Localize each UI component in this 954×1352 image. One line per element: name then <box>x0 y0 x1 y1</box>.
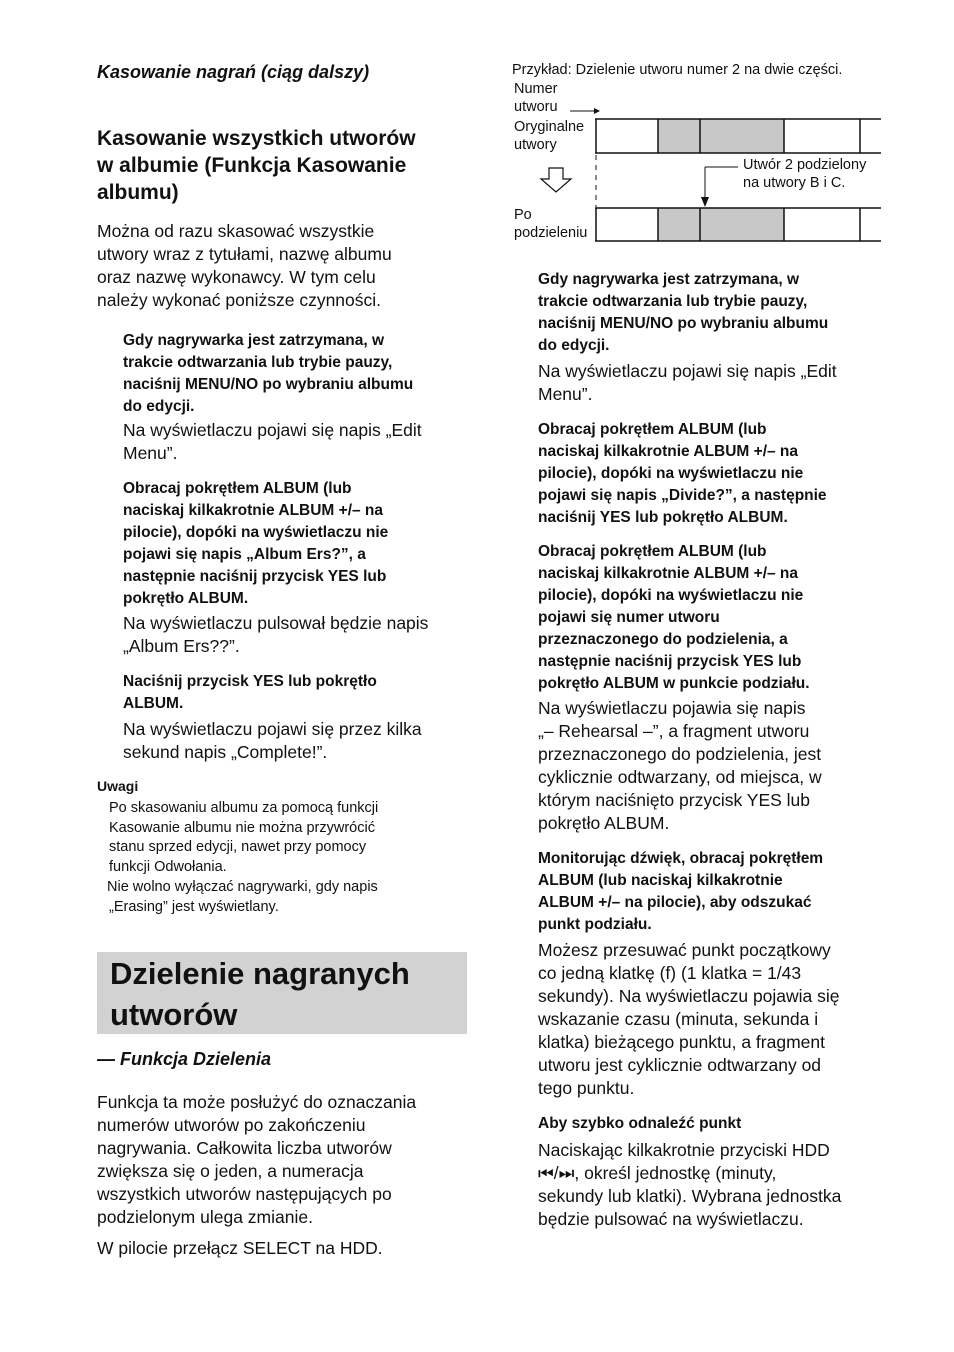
left-step-1 <box>123 330 483 418</box>
text-line: Obracaj pokrętłem ALBUM (lub <box>123 480 352 497</box>
text-line: cyklicznie odtwarzany, od miejsca, w <box>538 767 822 787</box>
text-line: trakcie odtwarzania lub trybie pauzy, <box>538 293 808 310</box>
text-line: ALBUM (lub naciskaj kilkakrotnie <box>538 872 783 889</box>
section-title <box>110 953 460 1035</box>
text-line: „– Rehearsal –”, a fragment utworu <box>538 721 810 741</box>
divide-diagram <box>500 55 900 255</box>
text-line: naciśnij MENU/NO po wybraniu albumu <box>538 315 829 332</box>
text-line: Gdy nagrywarka jest zatrzymana, w <box>123 332 385 349</box>
text-line: punkt podziału. <box>538 916 652 933</box>
split-intro-paragraph <box>97 1091 477 1229</box>
text-line: Kasowanie albumu nie można przywrócić <box>109 819 375 836</box>
text-line: ⏮/⏭, określ jednostkę (minuty, <box>538 1163 777 1183</box>
text-line: Menu”. <box>538 384 593 404</box>
text-line: naciśnij YES lub pokrętło ALBUM. <box>538 509 788 526</box>
text-line: sekundy). Na wyświetlaczu pojawia się <box>538 986 840 1006</box>
text-line: przeznaczonego do podzielenia, jest <box>538 744 822 764</box>
text-line: Na wyświetlaczu pojawi się przez kilka <box>123 719 422 739</box>
text-line: utworu jest cyklicznie odtwarzany od <box>538 1055 822 1075</box>
text-line: będzie pulsować na wyświetlaczu. <box>538 1209 804 1229</box>
text-line: zwiększa się o jeden, a numeracja <box>97 1161 364 1181</box>
right-step-4-desc <box>538 939 898 1100</box>
label-line: utworu <box>514 99 558 115</box>
text-line: którym naciśnięto przycisk YES lub <box>538 790 811 810</box>
text-line: pokrętło ALBUM. <box>538 813 670 833</box>
text-line: Na wyświetlaczu pojawi się napis „Edit <box>123 420 422 440</box>
after-track-b-fill <box>658 208 700 241</box>
text-line: Menu”. <box>123 443 178 463</box>
right-step-1 <box>538 269 898 357</box>
label-line: na utwory B i C. <box>743 175 846 191</box>
text-line: sekundy lub klatki). Wybrana jednostka <box>538 1186 842 1206</box>
right-step-3 <box>538 541 898 695</box>
text-line: Na wyświetlaczu pulsował będzie napis <box>123 613 429 633</box>
left-step-2 <box>123 478 483 610</box>
label-line: podzieleniu <box>514 225 588 241</box>
left-step-3-desc <box>123 718 483 764</box>
text-line: Na wyświetlaczu pojawia się napis <box>538 698 806 718</box>
right-step-3-desc <box>538 697 898 835</box>
intro-paragraph <box>97 220 477 312</box>
tip-desc <box>538 1139 898 1231</box>
label-line: Numer <box>514 81 558 97</box>
text-line: następnie naciśnij przycisk YES lub <box>538 653 802 670</box>
note-2 <box>107 878 469 917</box>
text-line: podzielonym ulega zmianie. <box>97 1207 313 1227</box>
down-arrow-icon <box>541 168 571 192</box>
text-line: stanu sprzed edycji, nawet przy pomocy <box>109 839 367 855</box>
heading-line: Kasowanie wszystkich utworów <box>97 127 416 150</box>
text-line: należy wykonać poniższe czynności. <box>97 290 382 310</box>
label-line: Utwór 2 podzielony <box>743 157 867 173</box>
text-line: przeznaczonego do podzielenia, a <box>538 631 788 648</box>
heading-line: w albumie (Funkcja Kasowanie <box>97 154 407 177</box>
text-line: Naciskając kilkakrotnie przyciski HDD <box>538 1140 830 1160</box>
right-step-4 <box>538 848 898 936</box>
text-line: oraz nazwę wykonawcy. W tym celu <box>97 267 376 287</box>
text-line: pokrętło ALBUM. <box>123 590 249 607</box>
text-line: pojawi się numer utworu <box>538 609 720 626</box>
text-line: Obracaj pokrętłem ALBUM (lub <box>538 543 767 560</box>
text-line: ALBUM. <box>123 695 184 712</box>
text-line: numerów utworów po zakończeniu <box>97 1115 366 1135</box>
text-line: wszystkich utworów następujących po <box>97 1184 392 1204</box>
text-line: pilocie), dopóki na wyświetlaczu nie <box>538 465 804 482</box>
track-number-arrowhead <box>594 108 600 114</box>
text-line: Można od razu skasować wszystkie <box>97 221 375 241</box>
text-line: pojawi się napis „Album Ers?”, a <box>123 546 366 563</box>
original-track-2-fill <box>658 119 784 153</box>
title-line: Dzielenie nagranych <box>110 956 410 991</box>
function-subtitle: — Funkcja Dzielenia <box>97 1049 272 1069</box>
notes-title: Uwagi <box>97 778 139 794</box>
text-line: ALBUM +/– na pilocie), aby odszukać <box>538 894 812 911</box>
text-line: Naciśnij przycisk YES lub pokrętło <box>123 673 377 690</box>
label-line: Po <box>514 207 532 223</box>
left-step-1-desc <box>123 419 483 465</box>
section-title-box <box>97 952 467 1034</box>
select-instruction: W pilocie przełącz SELECT na HDD. <box>97 1238 383 1258</box>
text-line: Nie wolno wyłączać nagrywarki, gdy napis <box>107 879 378 895</box>
text-line: wskazanie czasu (minuta, sekunda i <box>538 1009 819 1029</box>
text-line: naciskaj kilkakrotnie ALBUM +/– na <box>538 443 799 460</box>
text-line: naciskaj kilkakrotnie ALBUM +/– na <box>538 565 799 582</box>
text-line: tego punktu. <box>538 1078 635 1098</box>
left-step-2-desc <box>123 612 483 658</box>
text-line: klatka) bieżącego punktu, a fragment <box>538 1032 825 1052</box>
section-heading-album-erase <box>97 125 477 206</box>
title-line: utworów <box>110 997 238 1032</box>
text-line: utwory wraz z tytułami, nazwę albumu <box>97 244 392 264</box>
text-line: trakcie odtwarzania lub trybie pauzy, <box>123 354 393 371</box>
text-line: Monitorując dźwięk, obracaj pokrętłem <box>538 850 824 867</box>
tip-title: Aby szybko odnaleźć punkt <box>538 1115 742 1132</box>
text-line: sekund napis „Complete!”. <box>123 742 328 762</box>
text-line: pilocie), dopóki na wyświetlaczu nie <box>538 587 804 604</box>
annotation-arrowhead <box>701 197 709 207</box>
after-track-c-fill <box>700 208 784 241</box>
text-line: „Erasing” jest wyświetlany. <box>109 898 279 915</box>
text-line: Funkcja ta może posłużyć do oznaczania <box>97 1092 417 1112</box>
text-line: Na wyświetlaczu pojawi się napis „Edit <box>538 361 837 381</box>
text-line: pilocie), dopóki na wyświetlaczu nie <box>123 524 389 541</box>
text-line: co jedną klatkę (f) (1 klatka = 1/43 <box>538 963 802 983</box>
diagram-caption: Przykład: Dzielenie utworu numer 2 na dwie części. <box>512 62 843 78</box>
text-line: naciśnij MENU/NO po wybraniu albumu <box>123 376 414 393</box>
right-step-1-desc <box>538 360 898 406</box>
text-line: nagrywania. Całkowita liczba utworów <box>97 1138 392 1158</box>
text-line: do edycji. <box>123 398 195 415</box>
label-line: utwory <box>514 137 557 153</box>
left-step-3 <box>123 671 483 715</box>
text-line: pojawi się napis „Divide?”, a następnie <box>538 487 827 504</box>
text-line: do edycji. <box>538 337 610 354</box>
running-head: Kasowanie nagrań (ciąg dalszy) <box>97 62 370 82</box>
text-line: Po skasowaniu albumu za pomocą funkcji <box>109 800 379 816</box>
note-1 <box>109 799 469 877</box>
text-line: pokrętło ALBUM w punkcie podziału. <box>538 675 810 692</box>
text-line: funkcji Odwołania. <box>109 858 227 875</box>
text-line: Obracaj pokrętłem ALBUM (lub <box>538 421 767 438</box>
label-line: Oryginalne <box>514 119 585 135</box>
heading-line: albumu) <box>97 181 179 204</box>
text-line: Gdy nagrywarka jest zatrzymana, w <box>538 271 800 288</box>
text-line: „Album Ers??”. <box>123 636 240 656</box>
right-step-2 <box>538 419 898 529</box>
text-line: następnie naciśnij przycisk YES lub <box>123 568 387 585</box>
text-line: Możesz przesuwać punkt początkowy <box>538 940 831 960</box>
text-line: naciskaj kilkakrotnie ALBUM +/– na <box>123 502 384 519</box>
